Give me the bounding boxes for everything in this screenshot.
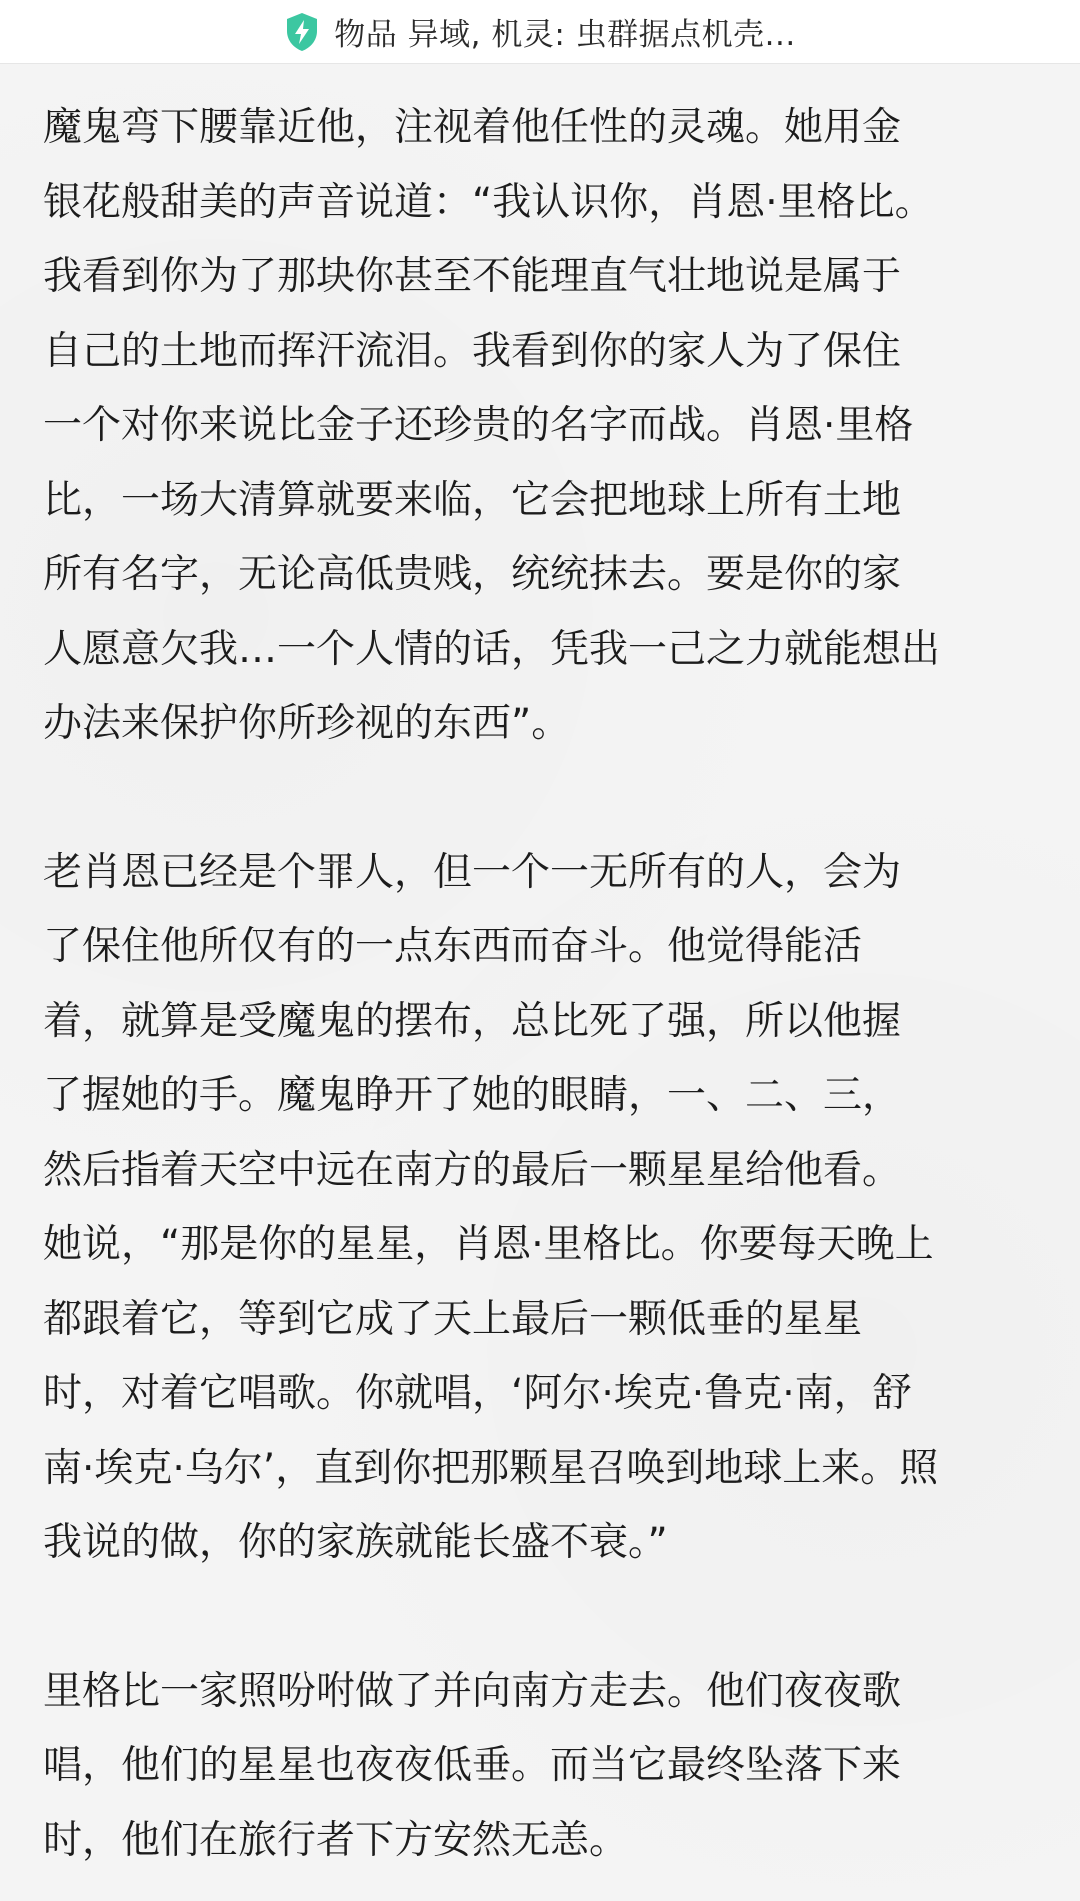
- text-line: 里格比一家照吩咐做了并向南方走去。他们夜夜歌: [43, 1668, 902, 1714]
- text-line: 了保住他所仅有的一点东西而奋斗。他觉得能活: [43, 924, 863, 969]
- item-title[interactable]: 物品 异域, 机灵: 虫群据点机壳...: [334, 17, 796, 53]
- paragraph-2: [43, 836, 1043, 1581]
- paragraph-3: [43, 1655, 1043, 1879]
- text-line: 南·埃克·乌尔’，直到你把那颗星召唤到地球上来。照: [43, 1445, 939, 1491]
- text-line: 人愿意欠我…一个人情的话，凭我一己之力就能想出: [43, 626, 941, 672]
- shield-bolt-icon: [284, 12, 320, 52]
- top-bar: [0, 0, 1080, 64]
- reader-view[interactable]: [0, 64, 1080, 1901]
- text-line: 着，就算是受魔鬼的摆布，总比死了强，所以他握: [43, 998, 902, 1044]
- text-content: [43, 91, 1043, 1901]
- text-line: 然后指着天空中远在南方的最后一颗星星给他看。: [43, 1147, 902, 1193]
- text-line: 自己的土地而挥汗流泪。我看到你的家人为了保住: [43, 328, 902, 374]
- text-line: 银花般甜美的声音说道：“我认识你，肖恩·里格比。: [43, 179, 934, 225]
- text-line: 魔鬼弯下腰靠近他，注视着他任性的灵魂。她用金: [43, 105, 902, 150]
- text-line: 时，他们在旅行者下方安然无恙。: [43, 1817, 629, 1863]
- text-line: 时，对着它唱歌。你就唱，‘阿尔·埃克·鲁克·南，舒: [43, 1371, 912, 1416]
- text-line: 老肖恩已经是个罪人，但一个一无所有的人，会为: [43, 849, 902, 895]
- text-line: 比，一场大清算就要来临，它会把地球上所有土地: [43, 477, 902, 523]
- text-line: 她说，“那是你的星星，肖恩·里格比。你要每天晚上: [43, 1222, 934, 1267]
- text-line: 都跟着它，等到它成了天上最后一颗低垂的星星: [43, 1296, 863, 1342]
- text-line: 我说的做，你的家族就能长盛不衰。”: [43, 1520, 668, 1565]
- paragraph-1: [43, 91, 1043, 762]
- text-line: 一个对你来说比金子还珍贵的名字而战。肖恩·里格: [43, 403, 914, 448]
- text-line: 唱，他们的星星也夜夜低垂。而当它最终坠落下来: [43, 1743, 902, 1788]
- text-line: 了握她的手。魔鬼睁开了她的眼睛，一、二、三，: [43, 1073, 902, 1118]
- text-line: 办法来保护你所珍视的东西”。: [43, 701, 571, 746]
- text-line: 我看到你为了那块你甚至不能理直气壮地说是属于: [43, 254, 902, 299]
- text-line: 所有名字，无论高低贵贱，统统抹去。要是你的家: [43, 552, 902, 597]
